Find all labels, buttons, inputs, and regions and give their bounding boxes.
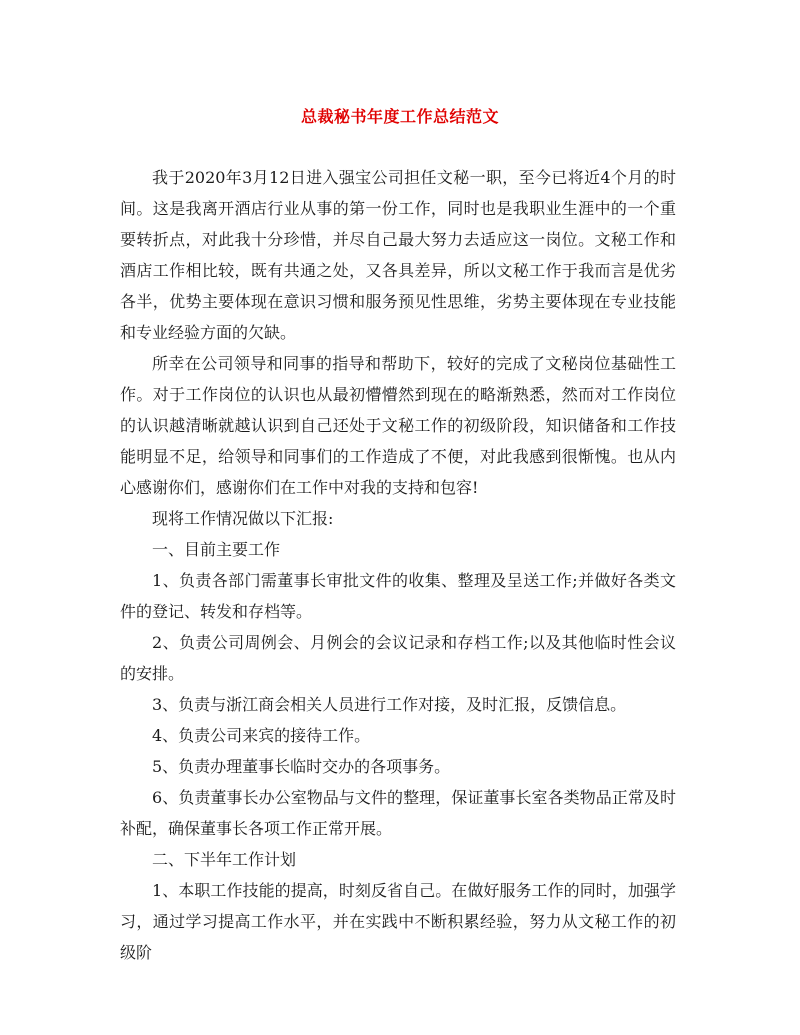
section-heading-plan: 二、下半年工作计划 xyxy=(152,850,297,869)
list-item: 1、负责各部门需董事长审批文件的收集、整理及呈送工作;并做好各类文件的登记、转发和存档等。 xyxy=(120,571,676,621)
list-item: 3、负责与浙江商会相关人员进行工作对接，及时汇报，反馈信息。 xyxy=(152,695,627,714)
paragraph-intro: 我于2020年3月12日进入强宝公司担任文秘一职，至今已将近4个月的时间。这是我离开酒店行业从事的第一份工作，同时也是我职业生涯中的一个重要转折点，对此我十分珍惜，并尽自己最大努力去适应这一岗位。文秘工作和酒店工作相比较，既有共通之处，又各具差异，所以文秘工作于我而言是优劣各半，优势主要体现在意识习惯和服务预见性思维，劣势主要体现在专业技能和专业经验方面的欠缺。 xyxy=(120,168,676,342)
list-item: 6、负责董事长办公室物品与文件的整理，保证董事长室各类物品正常及时补配，确保董事长各项工作正常开展。 xyxy=(120,788,676,838)
list-item: 5、负责办理董事长临时交办的各项事务。 xyxy=(152,757,451,776)
list-item: 2、负责公司周例会、月例会的会议记录和存档工作;以及其他临时性会议的安排。 xyxy=(120,633,676,683)
list-item: 4、负责公司来宾的接待工作。 xyxy=(152,726,371,745)
list-item: 1、本职工作技能的提高，时刻反省自己。在做好服务工作的同时，加强学习，通过学习提高工作水平，并在实践中不断积累经验，努力从文秘工作的初级阶 xyxy=(120,881,676,962)
section-heading-current-work: 一、目前主要工作 xyxy=(152,540,281,559)
document-body xyxy=(120,162,676,968)
document-title: 总裁秘书年度工作总结范文 xyxy=(300,107,499,126)
paragraph-thanks: 所幸在公司领导和同事的指导和帮助下，较好的完成了文秘岗位基础性工作。对于工作岗位的认识也从最初懵懵然到现在的略渐熟悉，然而对工作岗位的认识越清晰就越认识到自己还处于文秘工作的初级阶段，知识储备和工作技能明显不足，给领导和同事们的工作造成了不便，对此我感到很惭愧。也从内心感谢你们，感谢你们在工作中对我的支持和包容! xyxy=(120,354,676,497)
paragraph-report-lead: 现将工作情况做以下汇报: xyxy=(152,509,334,528)
